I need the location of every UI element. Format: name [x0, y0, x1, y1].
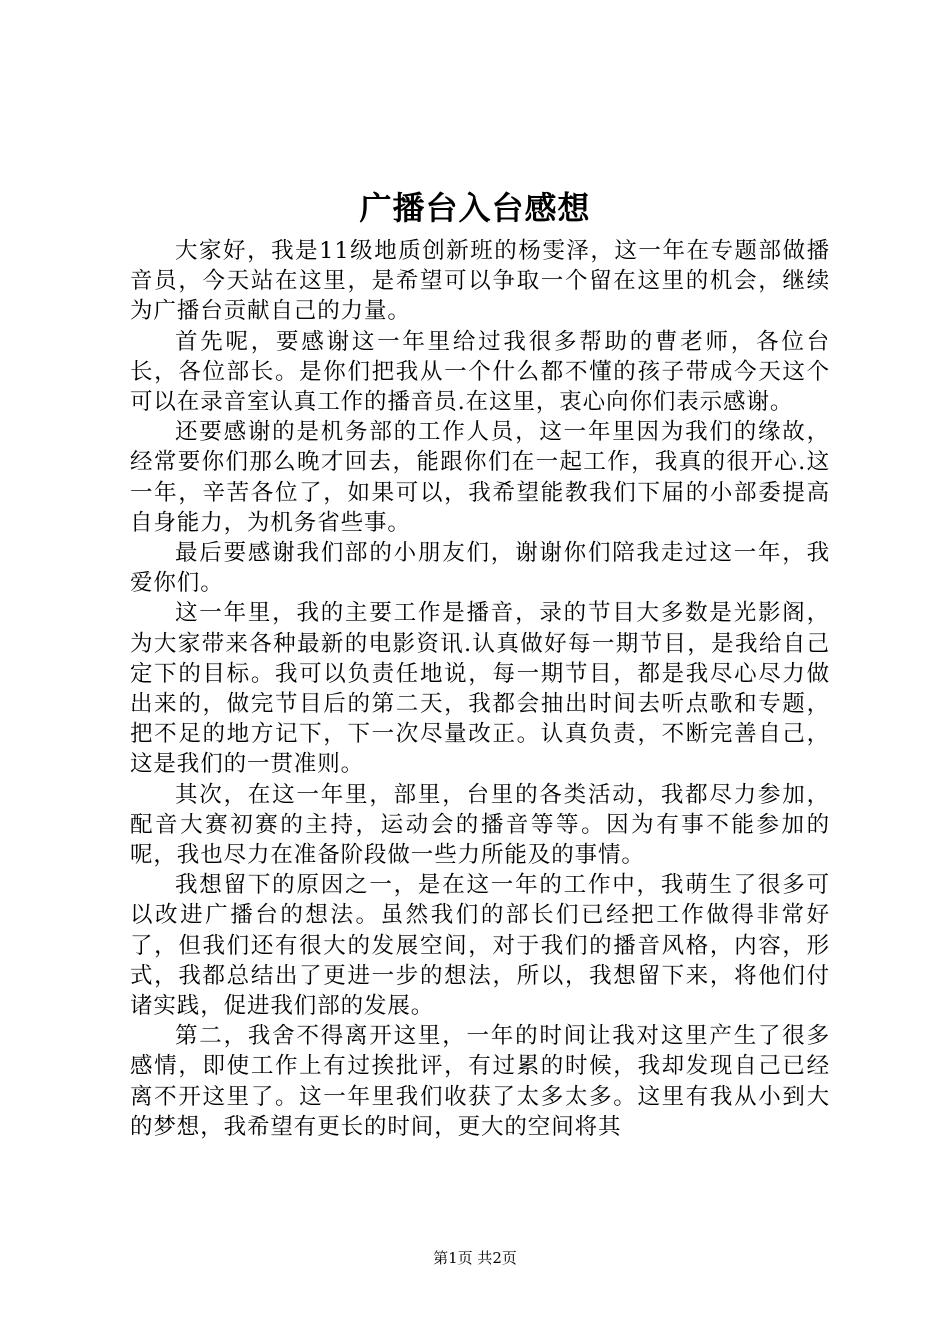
paragraph-thanks-teachers: 首先呢，要感谢这一年里给过我很多帮助的曹老师，各位台长，各位部长。是你们把我从一个什么都不懂的孩子带成今天这个可以在录音室认真工作的播音员.在这里，衷心向你们表示感谢。 — [130, 328, 830, 416]
paragraph-reason-two: 第二，我舍不得离开这里，一年的时间让我对这里产生了很多感情，即使工作上有过挨批评，有过累的时候，我却发现自己已经离不开这里了。这一年里我们收获了太多太多。这里有我从小到大的梦想，我希望有更长的时间，更大的空间将其 — [130, 1023, 830, 1140]
paragraph-greeting: 大家好，我是11级地质创新班的杨雯泽，这一年在专题部做播音员，今天站在这里，是希望可以争取一个留在这里的机会，继续为广播台贡献自己的力量。 — [130, 238, 830, 325]
document-title: 广播台入台感想 — [359, 189, 591, 227]
page-footer: 第1页 共2页 — [433, 1249, 517, 1267]
paragraph-main-work: 这一年里，我的主要工作是播音，录的节目大多数是光影阁，为大家带来各种最新的电影资讯.认真做好每一期节目，是我给自己定下的目标。我可以负责任地说，每一期节目，都是我尽心尽力做出来的，做完节目后的第二天，我都会抽出时间去听点歌和专题，把不足的地方记下，下一次尽量改正。认真负责，不断完善自己，这是我们的一贯准则。 — [130, 600, 830, 778]
paragraph-thanks-members: 最后要感谢我们部的小朋友们，谢谢你们陪我走过这一年，我爱你们。 — [130, 540, 830, 597]
paragraph-reason-one: 我想留下的原因之一，是在这一年的工作中，我萌生了很多可以改进广播台的想法。虽然我们的部长们已经把工作做得非常好了，但我们还有很大的发展空间，对于我们的播音风格，内容，形式，我都总结出了更进一步的想法，所以，我想留下来，将他们付诸实践，促进我们部的发展。 — [130, 872, 830, 1020]
document-body — [130, 236, 830, 1142]
paragraph-thanks-technical: 还要感谢的是机务部的工作人员，这一年里因为我们的缘故，经常要你们那么晚才回去，能跟你们在一起工作，我真的很开心.这一年，辛苦各位了，如果可以，我希望能教我们下届的小部委提高自身能力，为机务省些事。 — [130, 419, 830, 536]
paragraph-activities: 其次，在这一年里，部里，台里的各类活动，我都尽力参加，配音大赛初赛的主持，运动会的播音等等。因为有事不能参加的呢，我也尽力在准备阶段做一些力所能及的事情。 — [130, 781, 830, 869]
